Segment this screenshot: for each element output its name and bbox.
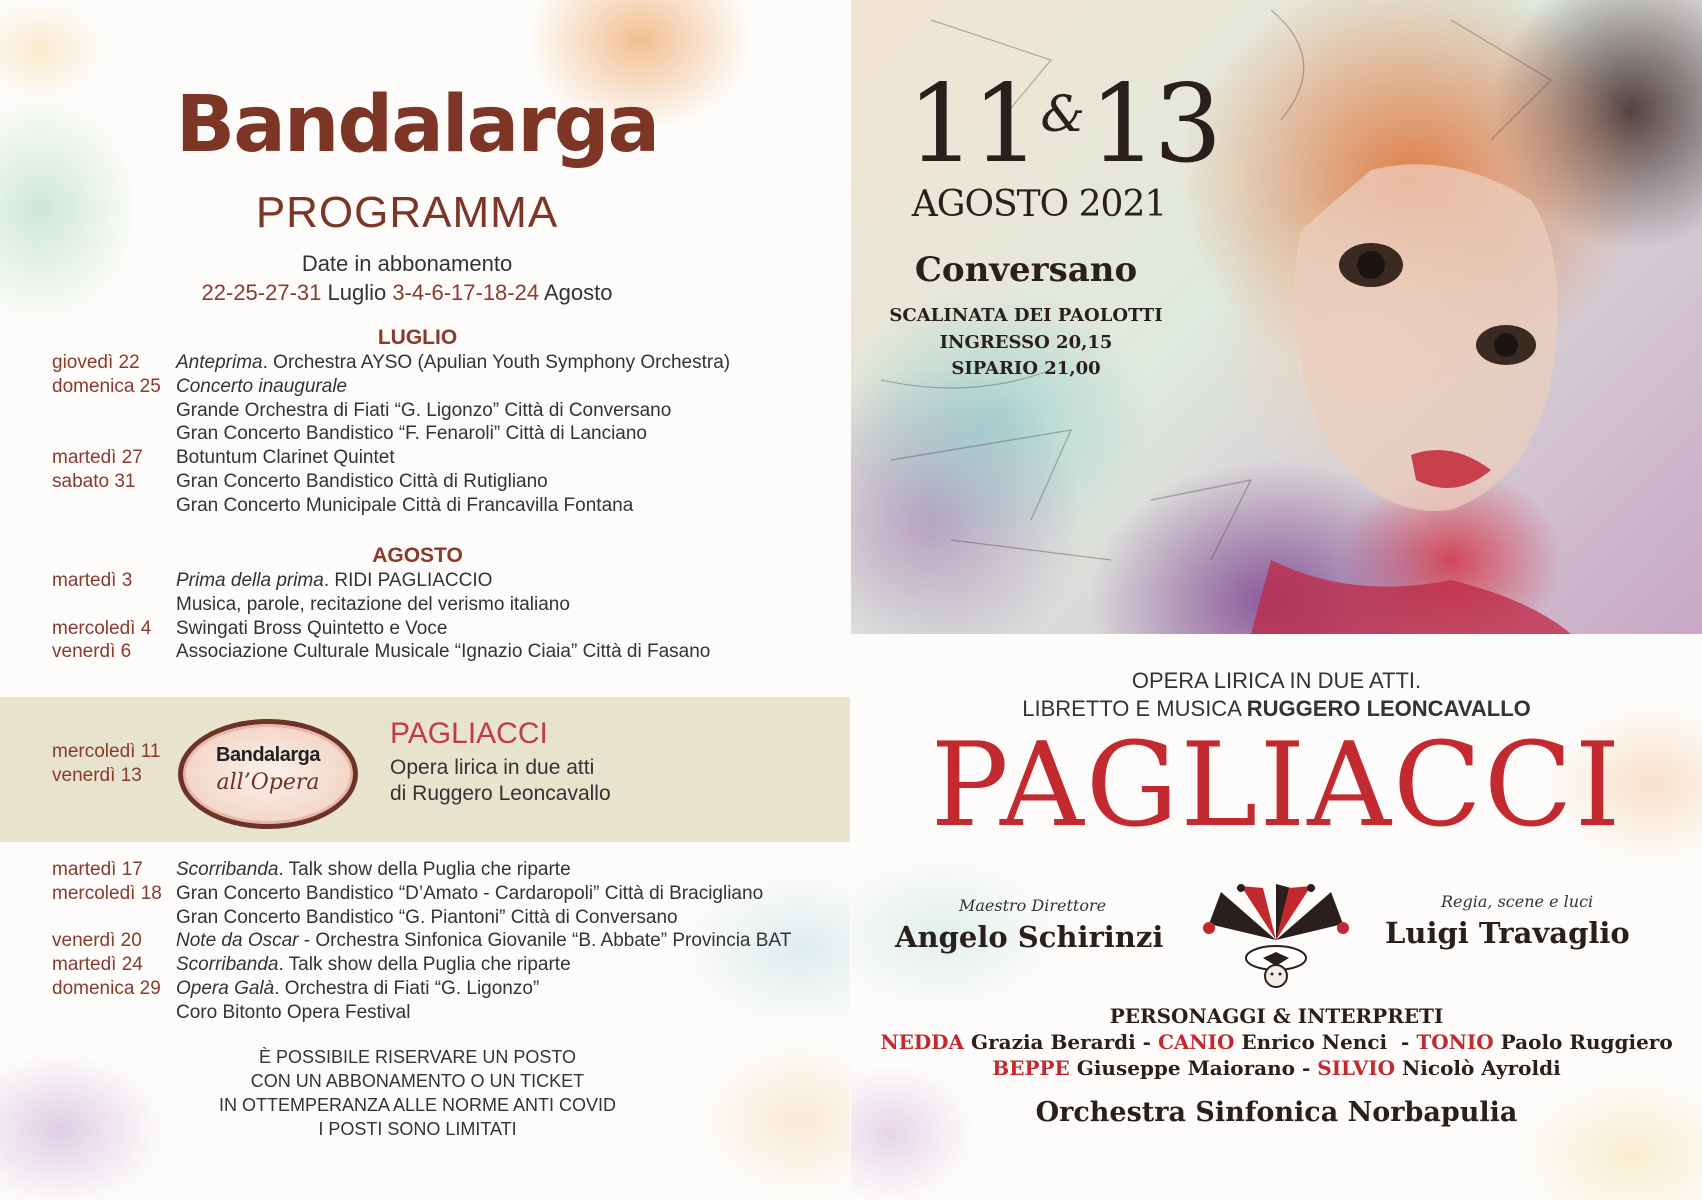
- cast-role: TONIO: [1416, 1030, 1494, 1054]
- event-description: [176, 906, 678, 930]
- subscription-label: Date in abbonamento: [301, 251, 513, 276]
- event-text: Gran Concerto Municipale Città di Francavilla Fontana: [176, 494, 634, 516]
- cast-role: SILVIO: [1317, 1056, 1396, 1080]
- cast-performer: Nicolò Ayroldi: [1395, 1056, 1561, 1080]
- july-word: Luglio: [321, 280, 393, 305]
- event-description: [176, 375, 347, 399]
- pagliacci-highlight: [0, 697, 850, 842]
- cast-line-2: [851, 1056, 1702, 1080]
- cast-performer: Grazia Berardi -: [964, 1030, 1158, 1054]
- event-description: [176, 858, 571, 882]
- conductor-role: Maestro Direttore: [959, 896, 1107, 915]
- cast-role: CANIO: [1157, 1030, 1235, 1054]
- cast-line-1: [851, 1030, 1702, 1054]
- date-numbers: [907, 62, 1218, 187]
- event-text: Gran Concerto Bandistico “D’Amato - Cardaropoli” Città di Bracigliano: [176, 882, 764, 904]
- event-highlight: Note da Oscar: [176, 930, 299, 952]
- notice-line: CON UN ABBONAMENTO O UN TICKET: [250, 1071, 585, 1091]
- event-day: martedì 3: [52, 570, 133, 591]
- date-day-1: 11: [907, 62, 1037, 187]
- august-dates: 3-4-6-17-18-24: [392, 280, 540, 305]
- event-text: . Talk show della Puglia che riparte: [278, 859, 571, 880]
- brand-title: Bandalarga: [175, 80, 659, 170]
- highlight-day-2: venerdì 13: [52, 765, 142, 786]
- opera-panel: [851, 634, 1702, 1200]
- cast-heading: PERSONAGGI & INTERPRETI: [1109, 1004, 1444, 1028]
- event-description: [176, 882, 763, 906]
- highlight-days: [52, 740, 160, 788]
- director-role: Regia, scene e luci: [1441, 892, 1594, 911]
- cast-performer: Giuseppe Maiorano -: [1069, 1056, 1318, 1080]
- bandalarga-opera-logo: [178, 719, 358, 829]
- event-text: . Talk show della Puglia che riparte: [278, 954, 571, 976]
- event-highlight: Opera Galà: [176, 978, 275, 999]
- date-month-year: AGOSTO 2021: [911, 184, 1167, 225]
- highlight-line-1: Opera lirica in due atti: [390, 756, 595, 779]
- logo-line-1: Bandalarga: [216, 744, 320, 766]
- credit-author: RUGGERO LEONCAVALLO: [1246, 696, 1531, 721]
- event-text: Gran Concerto Bandistico Città di Rutigliano: [176, 471, 548, 492]
- event-text: Swingati Bross Quintetto e Voce: [176, 617, 448, 639]
- event-text: - Orchestra Sinfonica Giovanile “B. Abbate” Provincia BAT: [298, 930, 792, 952]
- orchestra-name: Orchestra Sinfonica Norbapulia: [1035, 1097, 1518, 1128]
- event-day: venerdì 6: [52, 641, 132, 663]
- event-text: Gran Concerto Bandistico “F. Fenaroli” Città di Lanciano: [176, 423, 648, 445]
- event-highlight: Prima della prima: [176, 570, 324, 591]
- event-description: [176, 494, 633, 518]
- director-name: Luigi Travaglio: [1385, 916, 1630, 950]
- event-text: Grande Orchestra di Fiati “G. Ligonzo” Città di Conversano: [176, 399, 672, 421]
- event-description: [176, 929, 791, 953]
- opera-title: PAGLIACCI: [930, 718, 1623, 853]
- event-highlight: Scorribanda: [176, 859, 279, 880]
- event-description: [176, 446, 395, 470]
- cast-performer: Enrico Nenci -: [1234, 1030, 1417, 1054]
- event-text: Associazione Culturale Musicale “Ignazio Ciaia” Città di Fasano: [176, 641, 711, 663]
- event-day: mercoledì 18: [52, 882, 162, 904]
- notice-line: IN OTTEMPERANZA ALLE NORME ANTI COVID: [218, 1095, 617, 1115]
- event-day: giovedì 22: [52, 352, 140, 373]
- curtain-time: SIPARIO 21,00: [951, 358, 1101, 379]
- highlight-line-2: di Ruggero Leoncavallo: [390, 782, 611, 805]
- july-dates: 22-25-27-31: [201, 280, 322, 305]
- event-day: sabato 31: [52, 471, 136, 492]
- event-text: Musica, parole, recitazione del verismo italiano: [176, 593, 570, 615]
- event-description: [176, 593, 570, 617]
- event-highlight: Anteprima: [176, 352, 263, 373]
- poster-artwork: [851, 0, 1702, 634]
- month-heading-august: AGOSTO: [372, 544, 463, 567]
- notice-line: È POSSIBILE RISERVARE UN POSTO: [258, 1047, 577, 1067]
- event-description: [176, 1001, 410, 1025]
- subscription-dates: [0, 280, 832, 306]
- date-ampersand: &: [1040, 85, 1085, 143]
- event-highlight: Scorribanda: [176, 954, 279, 976]
- cast-performer: Paolo Ruggiero: [1493, 1030, 1673, 1054]
- entry-time: INGRESSO 20,15: [939, 332, 1113, 353]
- cast-role: NEDDA: [880, 1030, 965, 1054]
- cast-role: BEPPE: [992, 1056, 1070, 1080]
- event-description: [176, 640, 710, 664]
- conductor-name: Angelo Schirinzi: [895, 920, 1164, 954]
- opera-subtitle: OPERA LIRICA IN DUE ATTI.: [1131, 668, 1422, 693]
- programme-heading: PROGRAMMA: [255, 188, 559, 237]
- event-description: [176, 399, 671, 423]
- august-word: Agosto: [539, 280, 613, 305]
- credit-prefix: LIBRETTO E MUSICA: [1022, 696, 1247, 721]
- event-day: martedì 27: [52, 447, 143, 469]
- programme-panel: [0, 0, 850, 1200]
- event-highlight: Concerto inaugurale: [176, 375, 348, 397]
- venue: SCALINATA DEI PAOLOTTI: [889, 305, 1163, 326]
- event-text: . Orchestra AYSO (Apulian Youth Symphony Orchestra): [262, 352, 731, 373]
- event-day: domenica 25: [52, 375, 161, 397]
- event-day: domenica 29: [52, 978, 161, 999]
- event-description: [176, 617, 447, 641]
- event-text: Coro Bitonto Opera Festival: [176, 1001, 411, 1023]
- date-day-2: 13: [1088, 62, 1219, 187]
- event-day: martedì 17: [52, 859, 143, 880]
- event-text: Gran Concerto Bandistico “G. Piantoni” Città di Conversano: [176, 906, 678, 928]
- month-heading-july: LUGLIO: [377, 326, 458, 349]
- event-description: [176, 569, 492, 593]
- event-description: [176, 953, 571, 977]
- city-name: Conversano: [914, 250, 1138, 290]
- event-day: martedì 24: [52, 954, 143, 976]
- highlight-title: PAGLIACCI: [390, 717, 548, 750]
- event-day: venerdì 20: [52, 930, 142, 952]
- event-description: [176, 470, 548, 494]
- event-text: . Orchestra di Fiati “G. Ligonzo”: [274, 978, 540, 999]
- logo-line-2: all’Opera: [216, 770, 320, 795]
- jester-icon: [1201, 882, 1351, 990]
- event-description: [176, 422, 647, 446]
- highlight-day-1: mercoledì 11: [52, 741, 161, 762]
- notice-line: I POSTI SONO LIMITATI: [318, 1119, 517, 1139]
- event-text: Botuntum Clarinet Quintet: [176, 447, 395, 469]
- event-description: [176, 351, 730, 375]
- event-description: [176, 977, 539, 1001]
- event-text: . RIDI PAGLIACCIO: [323, 570, 493, 591]
- event-day: mercoledì 4: [52, 617, 152, 639]
